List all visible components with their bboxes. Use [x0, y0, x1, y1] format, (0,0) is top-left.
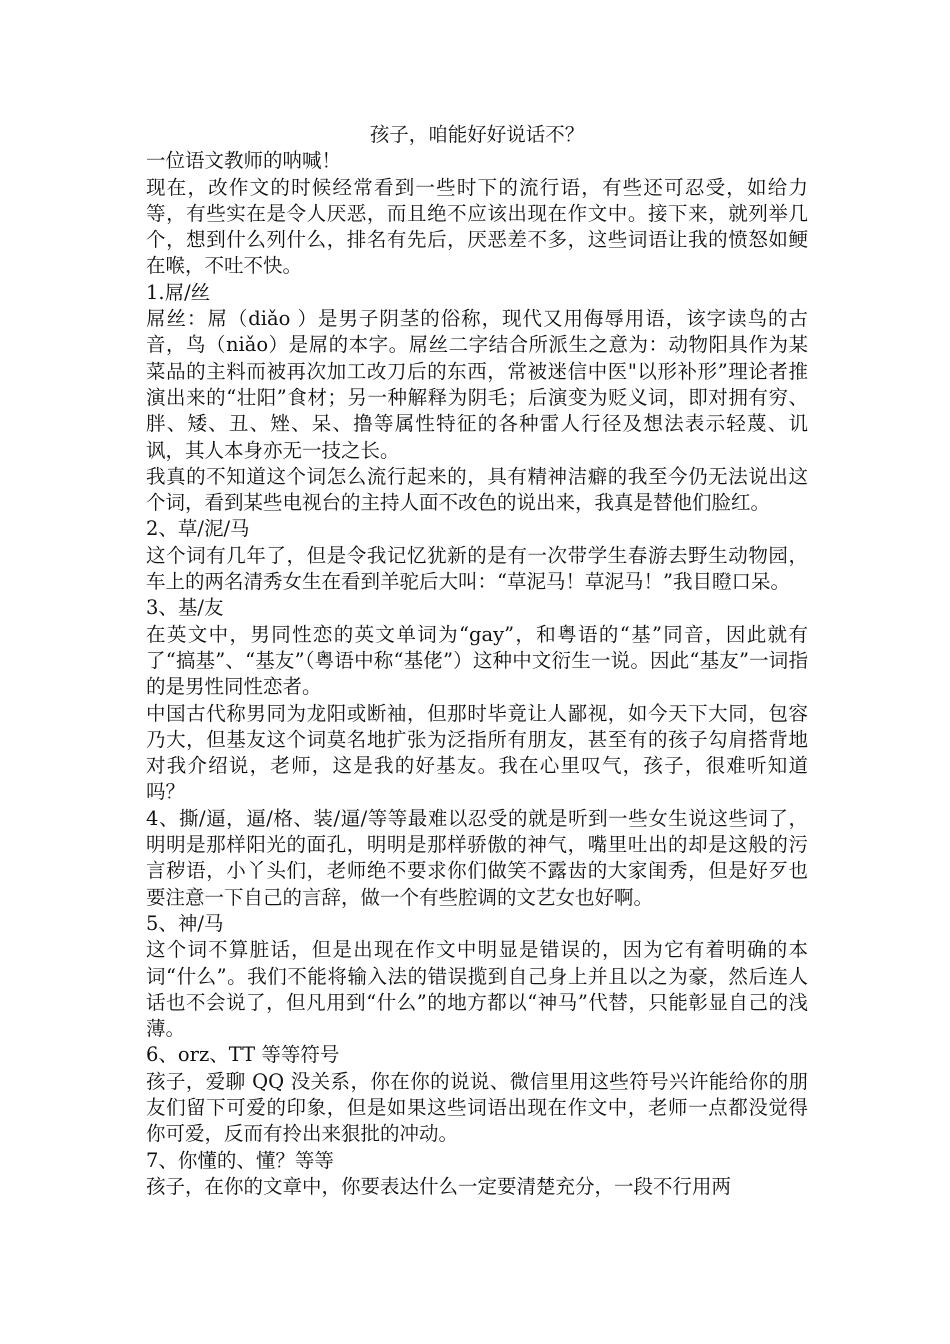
section-heading-7: 7、你懂的、懂？等等: [146, 1148, 334, 1172]
document-subtitle: 一位语文教师的呐喊！: [146, 149, 342, 173]
section-4-paragraph-1: 4、撕/逼，逼/格、装/逼/等等最难以忍受的就是听到一些女生说这些词了，明明是那样阳光的面孔，明明是那样骄傲的神气，嘴里吐出的却是这般的污言秽语，小丫头们，老师绝不要求你们做笑不露齿的大家闺秀，但是好歹也要注意一下自己的言辞，做一个有些腔调的文艺女也好啊。: [146, 806, 808, 909]
section-7-paragraph-1: 孩子，在你的文章中，你要表达什么一定要清楚充分，一段不行用两: [146, 1174, 732, 1198]
section-heading-1: 1.屌/丝: [146, 280, 211, 304]
section-2-paragraph-1: 这个词有几年了，但是令我记忆犹新的是有一次带学生春游去野生动物园，车上的两名清秀女生在看到羊驼后大叫：“草泥马！草泥马！”我目瞪口呆。: [146, 543, 808, 594]
section-1-paragraph-2: 我真的不知道这个词怎么流行起来的，具有精神洁癖的我至今仍无法说出这个词，看到某些电视台的主持人面不改色的说出来，我真是替他们脸红。: [146, 464, 808, 515]
section-3-paragraph-2: 中国古代称男同为龙阳或断袖，但那时毕竟让人鄙视，如今天下大同，包容乃大，但基友这个词莫名地扩张为泛指所有朋友，甚至有的孩子勾肩搭背地对我介绍说，老师，这是我的好基友。我在心里叹气，孩子，很难听知道吗？: [146, 701, 808, 804]
section-heading-5: 5、神/马: [146, 911, 224, 935]
document-title: 孩子，咱能好好说话不？: [369, 123, 585, 146]
document-page: [146, 122, 808, 1200]
section-heading-3: 3、基/友: [146, 596, 224, 620]
section-6-paragraph-1: 孩子，爱聊 QQ 没关系，你在你的说说、微信里用这些符号兴许能给你的朋友们留下可爱的印象，但是如果这些词语出现在作文中，老师一点都没觉得你可爱，反而有拎出来狠批的冲动。: [146, 1069, 808, 1146]
section-heading-2: 2、草/泥/马: [146, 517, 250, 541]
section-3-paragraph-1: 在英文中，男同性恋的英文单词为“gay”，和粤语的“基”同音，因此就有了“搞基”、“基友”（粤语中称“基佬”）这种中文衍生一说。因此“基友”一词指的是男性同性恋者。: [146, 622, 808, 699]
section-1-paragraph-1: 屌丝：屌（diǎo ）是男子阴茎的俗称，现代又用侮辱用语，该字读鸟的古音，鸟（niǎo）是屌的本字。屌丝二字结合所派生之意为：动物阳具作为某菜品的主料而被再次加工改刀后的东西，常被迷信中医"以形补形”理论者推演出来的“壮阳”食材；另一种解释为阴毛；后演变为贬义词，即对拥有穷、胖、矮、丑、矬、呆、撸等属性特征的各种雷人行径及想法表示轻蔑、讥讽，其人本身亦无一技之长。: [146, 307, 808, 462]
section-heading-6: 6、orz、TT 等等符号: [146, 1043, 340, 1067]
intro-paragraph: 现在，改作文的时候经常看到一些时下的流行语，有些还可忍受，如给力等，有些实在是令人厌恶，而且绝不应该出现在作文中。接下来，就列举几个，想到什么列什么，排名有先后，厌恶差不多，这些词语让我的愤怒如鲠在喉，不吐不快。: [146, 175, 808, 278]
section-5-paragraph-1: 这个词不算脏话，但是出现在作文中明显是错误的，因为它有着明确的本词“什么”。我们不能将输入法的错误揽到自己身上并且以之为豪，然后连人话也不会说了，但凡用到“什么”的地方都以“神马”代替，只能彰显自己的浅薄。: [146, 938, 808, 1041]
